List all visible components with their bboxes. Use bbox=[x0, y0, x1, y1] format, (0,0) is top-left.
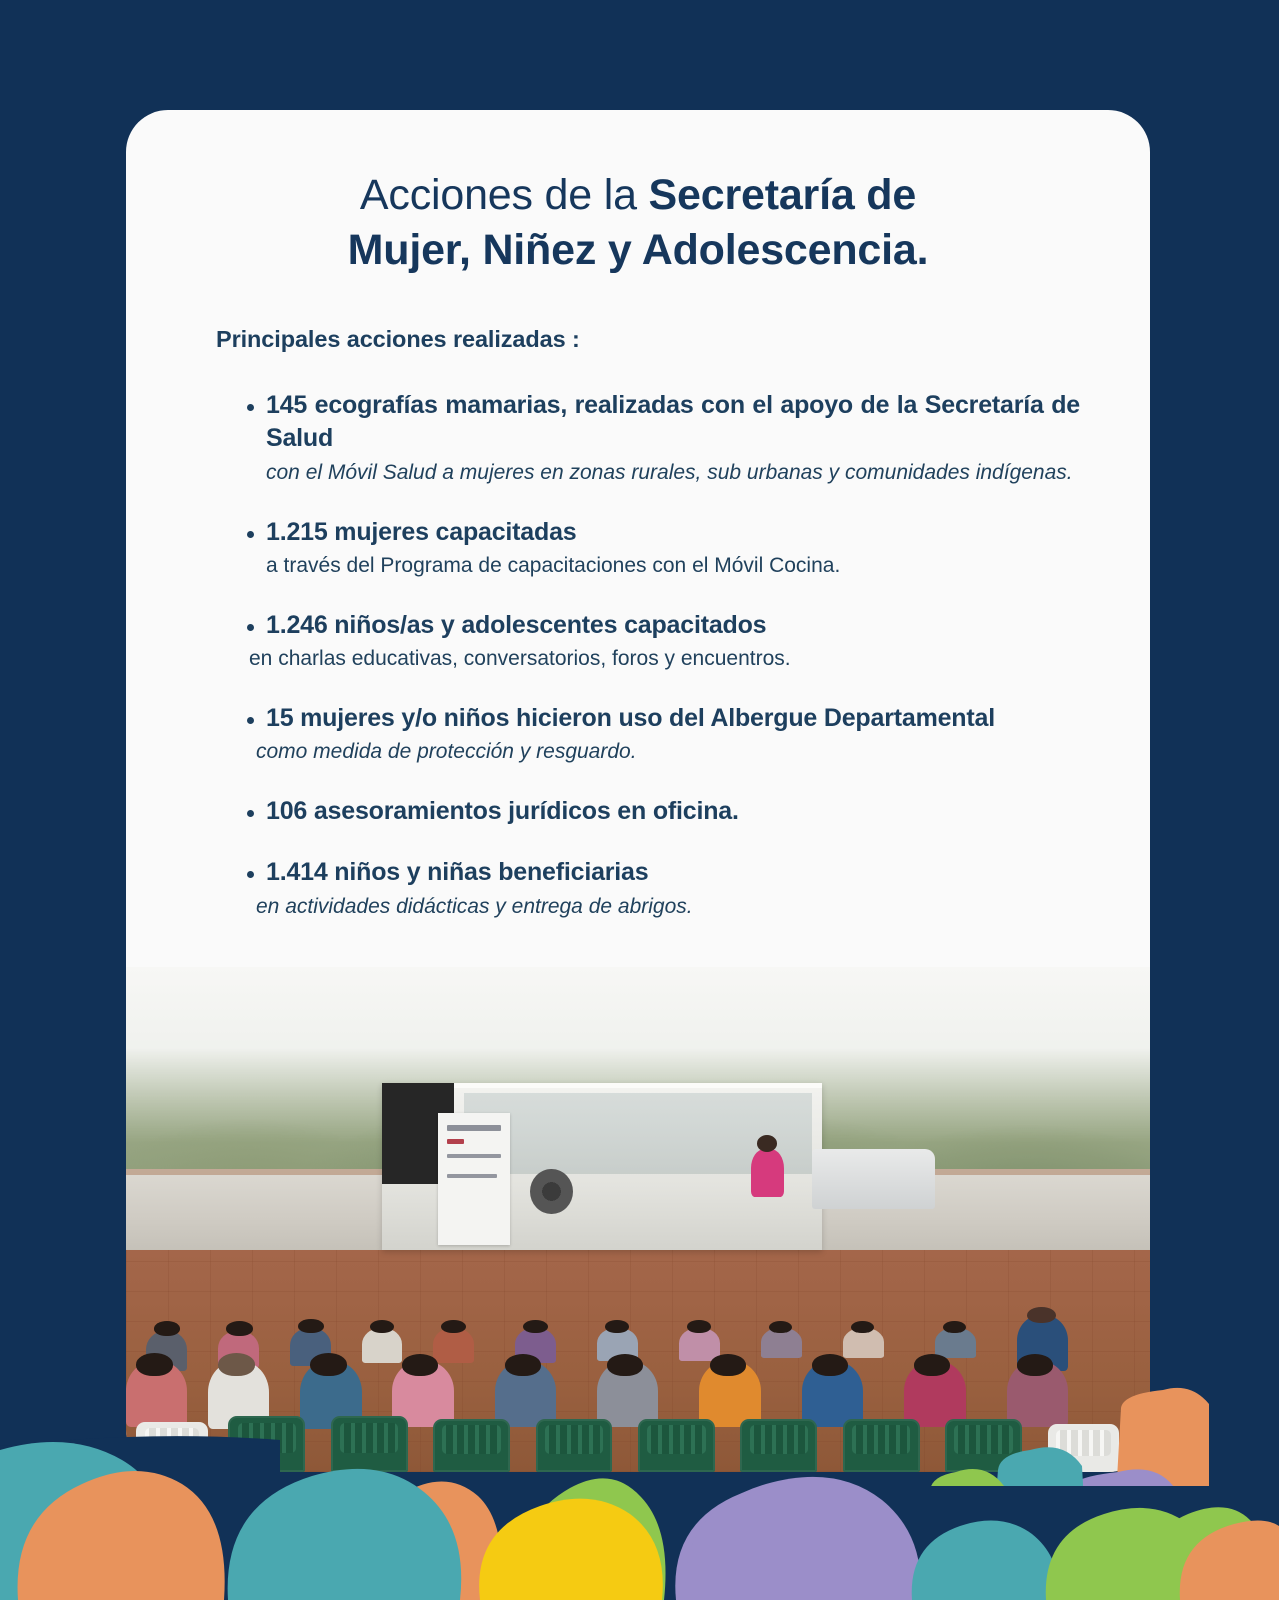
bullet-dot-icon bbox=[247, 810, 254, 817]
bullet-subtext: con el Móvil Salud a mujeres en zonas rurales, sub urbanas y comunidades indígenas. bbox=[266, 460, 1073, 484]
banner-text-line bbox=[447, 1154, 501, 1158]
bullet-dot-icon bbox=[247, 717, 254, 724]
list-item bbox=[216, 609, 1080, 674]
decorative-shapes-svg bbox=[0, 1200, 1279, 1600]
banner-logo-mark bbox=[447, 1125, 501, 1132]
presenter-in-pink bbox=[751, 1149, 785, 1197]
title-line1-regular: Acciones de la bbox=[359, 171, 649, 219]
bullet-subtext: en charlas educativas, conversatorios, foros y encuentros. bbox=[249, 647, 791, 670]
title-line1-bold: Secretaría de bbox=[648, 171, 917, 219]
list-item bbox=[216, 795, 1080, 828]
bullet-heading: 145 ecografías mamarias, realizadas con el apoyo de la Secretaría de Salud bbox=[266, 391, 1080, 453]
list-item bbox=[216, 389, 1080, 487]
list-item bbox=[216, 702, 1080, 767]
bullet-dot-icon bbox=[247, 404, 254, 411]
title-line2-bold: Mujer, Niñez y Adolescencia. bbox=[347, 226, 929, 275]
bullet-subtext: a través del Programa de capacitaciones con el Móvil Cocina. bbox=[266, 553, 841, 577]
bullet-heading: 106 asesoramientos jurídicos en oficina. bbox=[266, 797, 739, 826]
bullet-dot-icon bbox=[247, 871, 254, 878]
banner-logo-accent bbox=[447, 1139, 464, 1144]
page-title bbox=[126, 168, 1150, 278]
bullet-subtext: en actividades didácticas y entrega de abrigos. bbox=[256, 894, 693, 918]
list-item bbox=[216, 856, 1080, 921]
bullet-dot-icon bbox=[247, 531, 254, 538]
bullet-heading: 1.246 niños/as y adolescentes capacitados bbox=[266, 610, 767, 639]
banner-text-line bbox=[447, 1174, 497, 1178]
bullet-dot-icon bbox=[247, 624, 254, 631]
decorative-shapes bbox=[0, 1200, 1279, 1600]
bullet-heading: 1.414 niños y niñas beneficiarias bbox=[266, 858, 649, 887]
actions-section bbox=[126, 326, 1150, 922]
bullet-heading: 15 mujeres y/o niños hicieron uso del Albergue Departamental bbox=[266, 703, 995, 732]
section-lead: Principales acciones realizadas : bbox=[216, 326, 580, 353]
bullet-heading: 1.215 mujeres capacitadas bbox=[266, 517, 577, 546]
bullet-subtext: como medida de protección y resguardo. bbox=[256, 740, 637, 764]
list-item bbox=[216, 516, 1080, 581]
